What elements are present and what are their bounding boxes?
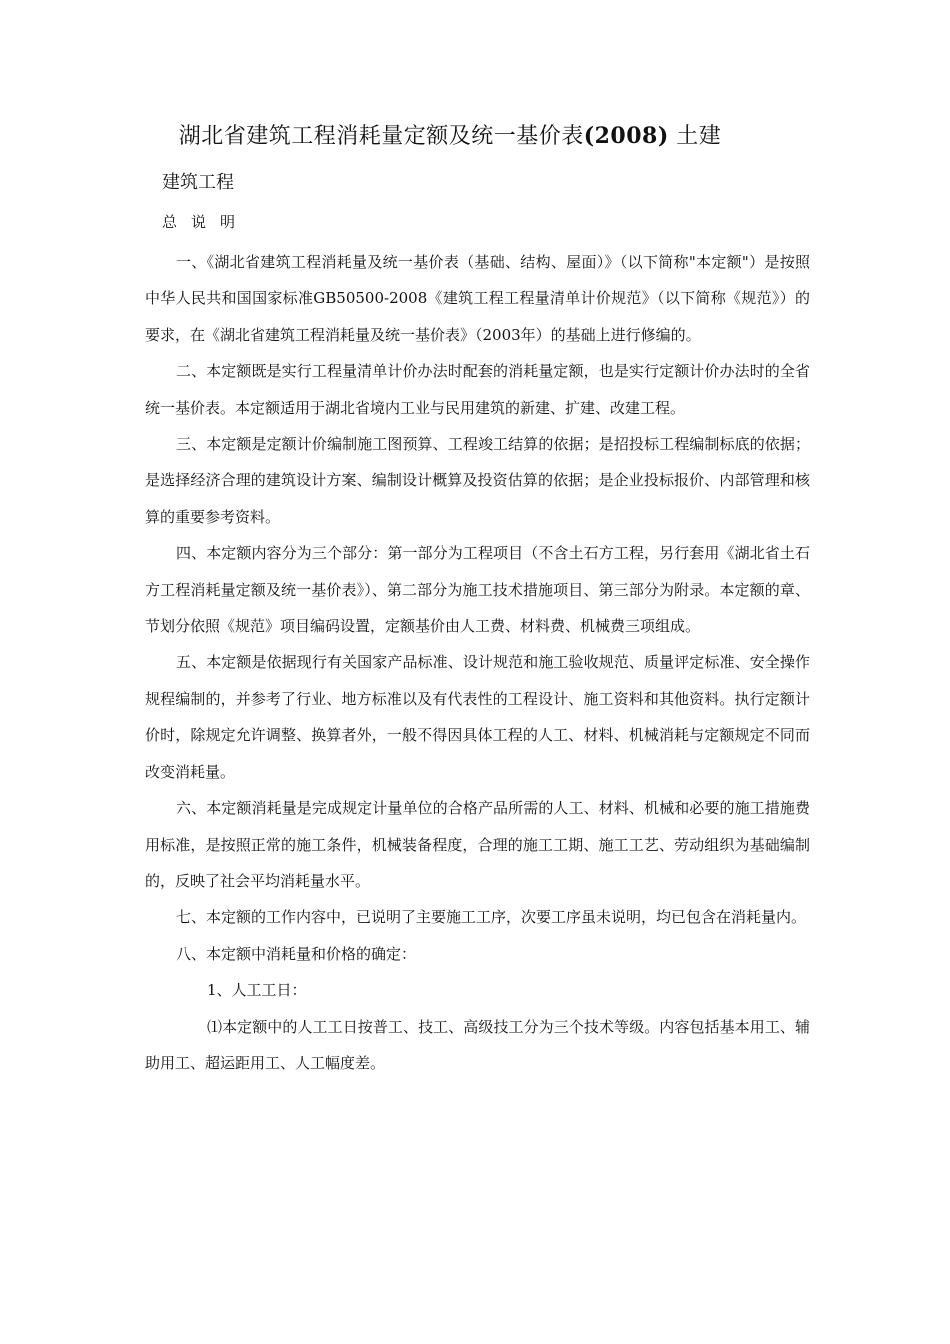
paragraph-2: 二、本定额既是实行工程量清单计价办法时配套的消耗量定额，也是实行定额计价办法时的全省统一基价表。本定额适用于湖北省境内工业与民用建筑的新建、扩建、改建工程。 xyxy=(145,362,810,417)
paragraph-9: 1、人工工日： xyxy=(207,981,307,1000)
paragraph-8: 八、本定额中消耗量和价格的确定： xyxy=(176,944,417,963)
title-main: 湖北省建筑工程消耗量定额及统一基价表 xyxy=(178,124,584,149)
section-heading: 建筑工程 xyxy=(162,172,234,193)
paragraph-5: 五、本定额是依据现行有关国家产品标准、设计规范和施工验收规范、质量评定标准、安全操作规程编制的，并参考了行业、地方标准以及有代表性的工程设计、施工资料和其他资料。执行定额计价时，除规定允许调整、换算者外，一般不得因具体工程的人工、材料、机械消耗与定额规定不同而改变消耗量。 xyxy=(145,653,810,781)
paragraph-1: 一、《湖北省建筑工程消耗量及统一基价表（基础、结构、屋面）》（以下简称"本定额"）是按照中华人民共和国国家标准GB50500-2008《建筑工程工程量清单计价规范》（以下简称《规范》）的要求，在《湖北省建筑工程消耗量及统一基价表》（2003年）的基础上进行修编的。 xyxy=(145,253,810,344)
paragraph-4: 四、本定额内容分为三个部分：第一部分为工程项目（不含土石方工程，另行套用《湖北省土石方工程消耗量定额及统一基价表》）、第二部分为施工技术措施项目、第三部分为附录。本定额的章、节划分依照《规范》项目编码设置，定额基价由人工费、材料费、机械费三项组成。 xyxy=(145,544,810,636)
paragraph-3: 三、本定额是定额计价编制施工图预算、工程竣工结算的依据；是招投标工程编制标底的依据；是选择经济合理的建筑设计方案、编制设计概算及投资估算的依据；是企业投标报价、内部管理和核算的重要参考资料。 xyxy=(145,435,810,526)
sub-heading: 总说明 xyxy=(162,213,250,231)
title-year: (2008) xyxy=(583,123,669,149)
paragraph-10: ⑴本定额中的人工工日按普工、技工、高级技工分为三个技术等级。内容包括基本用工、辅助用工、超运距用工、人工幅度差。 xyxy=(145,1017,810,1072)
body-text xyxy=(145,244,810,1081)
paragraph-6: 六、本定额消耗量是完成规定计量单位的合格产品所需的人工、材料、机械和必要的施工措施费用标准，是按照正常的施工条件，机械装备程度，合理的施工工期、施工工艺、劳动组织为基础编制的，反映了社会平均消耗量水平。 xyxy=(145,799,810,890)
title-suffix: 土建 xyxy=(668,124,722,149)
document-title xyxy=(0,119,900,154)
paragraph-7: 七、本定额的工作内容中，已说明了主要施工工序，次要工序虽未说明，均已包含在消耗量内。 xyxy=(176,908,807,927)
